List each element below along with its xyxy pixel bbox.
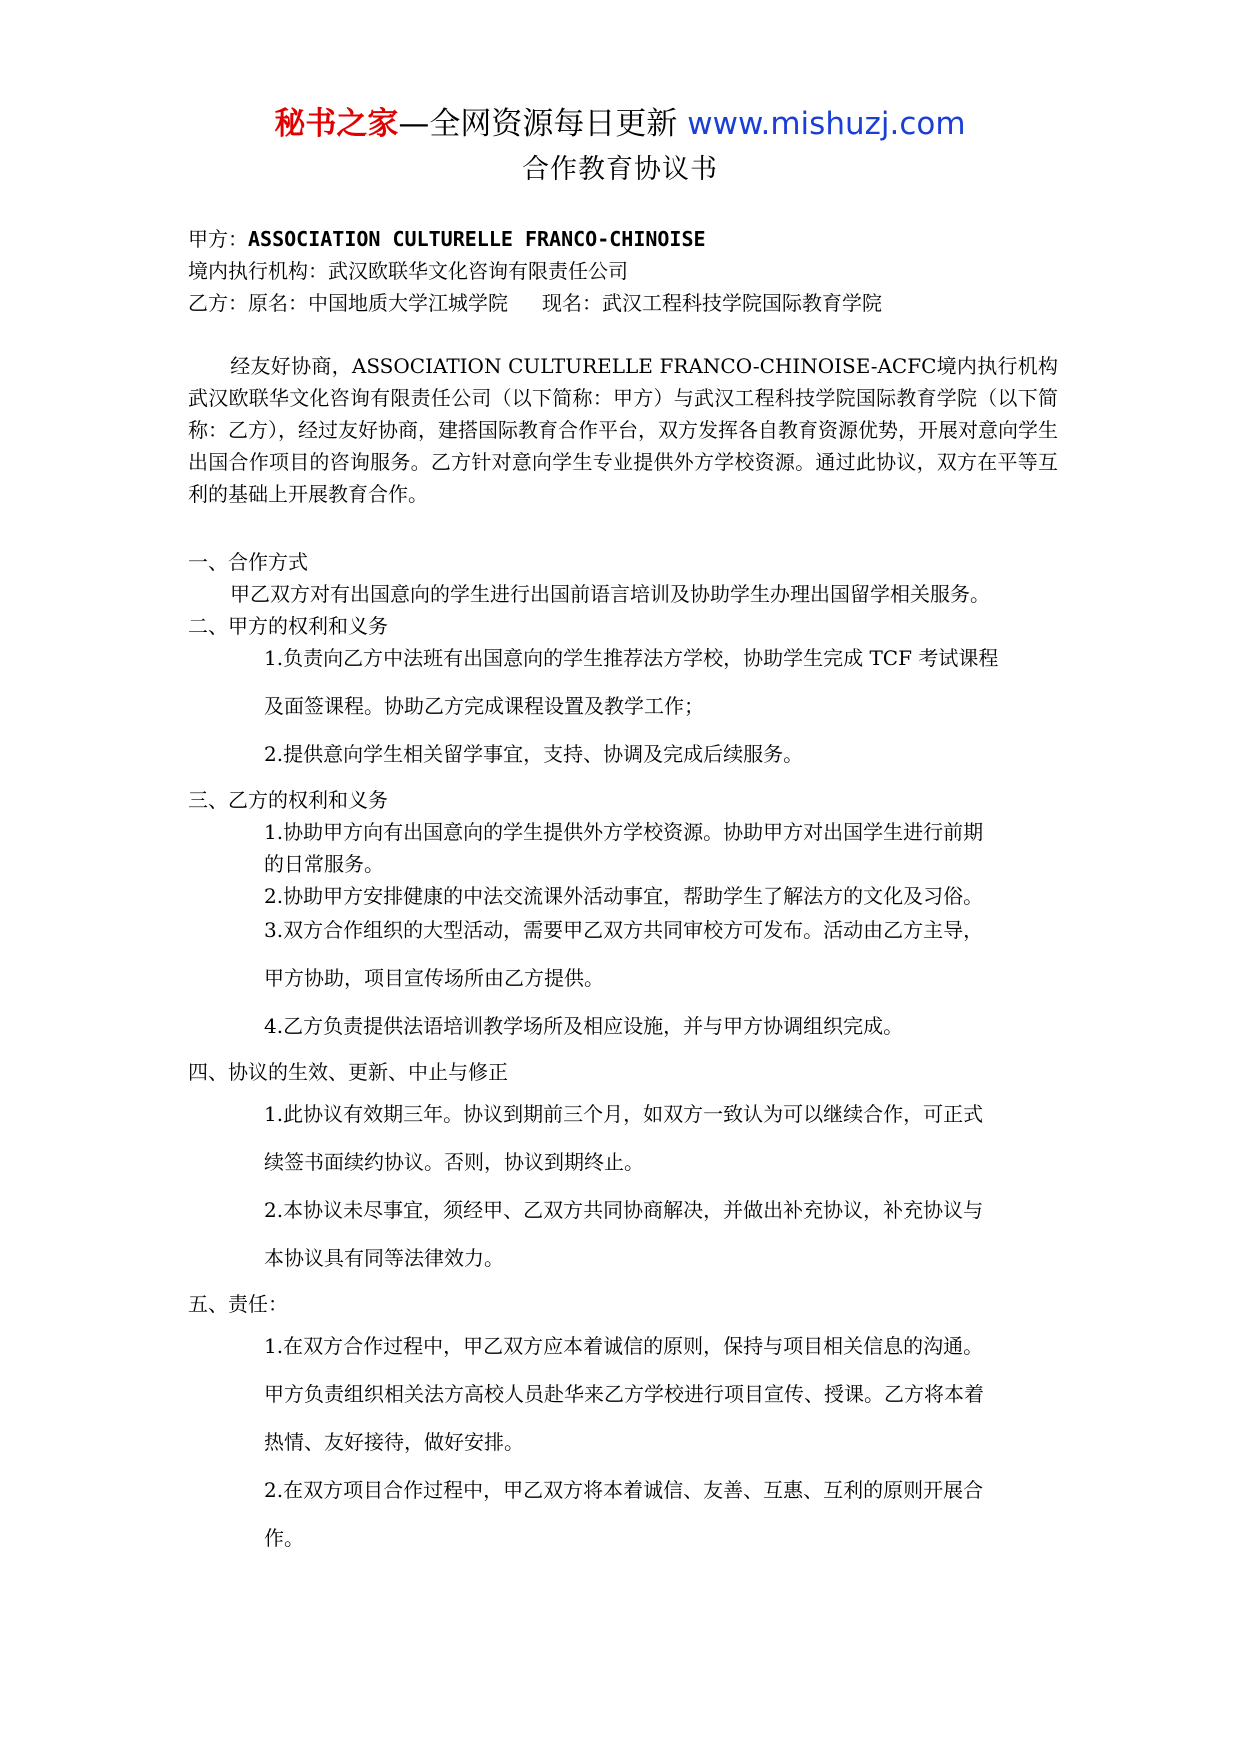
domestic-agency-line: 境内执行机构：武汉欧联华文化咨询有限责任公司 [188,259,628,283]
party-b-current-name: 现名：武汉工程科技学院国际教育学院 [542,291,882,315]
banner-url[interactable]: www.mishuzj.com [687,106,966,142]
section-1-body: 甲乙双方对有出国意向的学生进行出国前语言培训及协助学生办理出国留学相关服务。 [230,582,990,606]
section-3-heading: 三、乙方的权利和义务 [188,788,388,812]
section-5-item-1-line-2: 甲方负责组织相关法方高校人员赴华来乙方学校进行项目宣传、授课。乙方将本着 [264,1382,984,1406]
section-4-item-1-line-1: 1.此协议有效期三年。协议到期前三个月，如双方一致认为可以继续合作，可正式 [264,1102,984,1126]
party-a-name: ASSOCIATION CULTURELLE FRANCO-CHINOISE [248,227,706,251]
section-3-item-4: 4.乙方负责提供法语培训教学场所及相应设施，并与甲方协调组织完成。 [264,1014,904,1038]
site-banner [0,104,1240,144]
section-2-item-1-line-2: 及面签课程。协助乙方完成课程设置及教学工作； [264,694,704,718]
section-4-item-2-line-2: 本协议具有同等法律效力。 [264,1246,504,1270]
section-3-item-3-line-2: 甲方协助，项目宣传场所由乙方提供。 [264,966,604,990]
section-4-heading: 四、协议的生效、更新、中止与修正 [188,1060,508,1084]
party-b-line [188,288,882,318]
section-2-heading: 二、甲方的权利和义务 [188,614,388,638]
section-5-item-2-line-2: 作。 [264,1526,304,1550]
party-a-line [188,224,706,254]
section-2-item-2: 2.提供意向学生相关留学事宜，支持、协调及完成后续服务。 [264,742,804,766]
section-5-heading: 五、责任： [188,1292,288,1316]
section-3-item-2: 2.协助甲方安排健康的中法交流课外活动事宜，帮助学生了解法方的文化及习俗。 [264,884,984,908]
section-5-item-2-line-1: 2.在双方项目合作过程中，甲乙双方将本着诚信、友善、互惠、互利的原则开展合 [264,1478,984,1502]
section-5-item-1-line-1: 1.在双方合作过程中，甲乙双方应本着诚信的原则，保持与项目相关信息的沟通。 [264,1334,984,1358]
section-2-item-1-line-1: 1.负责向乙方中法班有出国意向的学生推荐法方学校，协助学生完成 TCF 考试课程 [264,646,999,670]
brand-name: 秘书之家 [274,106,399,142]
section-3-item-1-line-2: 的日常服务。 [264,852,384,876]
intro-text: 经友好协商，ASSOCIATION CULTURELLE FRANCO-CHINOISE-ACFC境内执行机构武汉欧联华文化咨询有限责任公司（以下简称：甲方）与武汉工程科技学院国际教育学院（以下简称：乙方），经过友好协商，建搭国际教育合作平台，双方发挥各自教育资源优势，开展对意向学生出国合作项目的咨询服务。乙方针对意向学生专业提供外方学校资源。通过此协议，双方在平等互利的基础上开展教育合作。 [188,354,1058,506]
document-title: 合作教育协议书 [522,154,718,185]
section-1-heading: 一、合作方式 [188,550,308,574]
section-3-item-1-line-1: 1.协助甲方向有出国意向的学生提供外方学校资源。协助甲方对出国学生进行前期 [264,820,984,844]
section-4-item-2-line-1: 2.本协议未尽事宜，须经甲、乙双方共同协商解决，并做出补充协议，补充协议与 [264,1198,984,1222]
banner-tagline: —全网资源每日更新 [398,106,688,142]
section-3-item-3-line-1: 3.双方合作组织的大型活动，需要甲乙双方共同审校方可发布。活动由乙方主导， [264,918,984,942]
party-a-label: 甲方： [188,227,248,251]
party-b-original-name: 乙方：原名：中国地质大学江城学院 [188,291,508,315]
section-4-item-1-line-2: 续签书面续约协议。否则，协议到期终止。 [264,1150,644,1174]
section-5-item-1-line-3: 热情、友好接待，做好安排。 [264,1430,524,1454]
intro-paragraph [188,350,1058,510]
